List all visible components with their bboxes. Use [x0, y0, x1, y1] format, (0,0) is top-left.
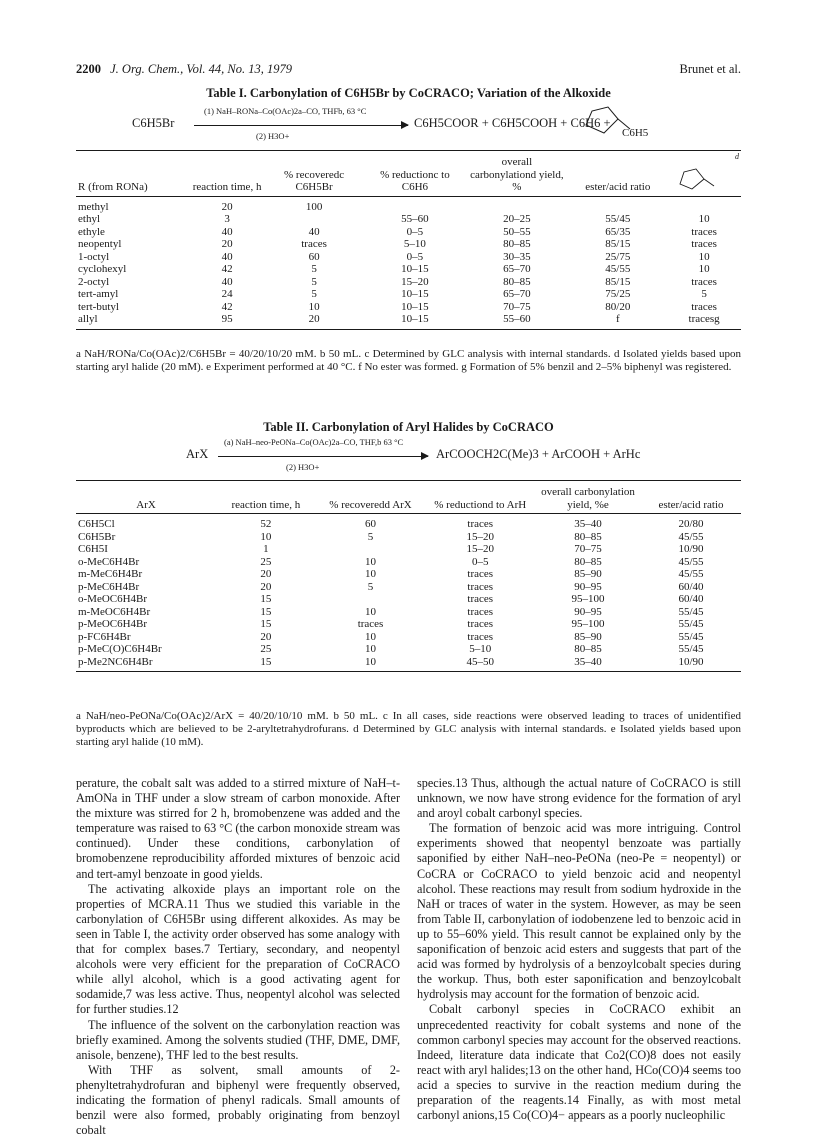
table1-cell: 10 [698, 213, 710, 225]
table2-cell: 60 [365, 518, 377, 530]
table2-cell: 60/40 [678, 580, 704, 593]
table2-cell: C6H5Br [78, 530, 116, 543]
table1-cell: 80/20 [605, 300, 631, 313]
table2-row [76, 631, 741, 644]
table2-cell: C6H5Cl [78, 518, 115, 530]
table1-cell: 1-octyl [78, 250, 110, 263]
left-paragraph: perature, the cobalt salt was added to a stirred mixture of NaH–t-AmONa in THF under a slow stream of carbon monoxide. After the mixture was stirred for 2 h, bromobenzene was added and the temperature was raised to 63 °C (the carbon monoxide stream was continued). Under these conditions, carbonylation of bromobenzene reproducibility afforded mixtures of benzoic acid and tert-amyl benzoate in good yields. [76, 776, 400, 881]
table2-scheme [76, 432, 741, 484]
running-header [76, 62, 292, 77]
table1-cell: traces [691, 275, 717, 288]
table1-cell: 3 [224, 213, 230, 225]
table2-cell: 10/90 [678, 543, 704, 555]
table2-cell: 55/45 [678, 605, 704, 618]
table2-cell: 70–75 [574, 543, 602, 555]
table2-cell: 85–90 [574, 630, 602, 643]
scheme1-products: C6H5COOR + C6H5COOH + C6H6 + [414, 116, 611, 130]
table2-cell: 35–40 [535, 656, 641, 672]
table1-header-0: R (from RONa) [76, 151, 191, 197]
table2-cell: 10 [365, 605, 377, 618]
table1-row [76, 288, 741, 301]
table2-row [76, 568, 741, 581]
scheme2-condition-top: (a) NaH–neo-PeONa–Co(OAc)2a–CO, THF,b 63 °C [224, 437, 404, 447]
table2-cell: 80–85 [574, 555, 602, 568]
table1-header-1: reaction time, h [191, 151, 264, 197]
table1-cell: 50–55 [503, 225, 531, 238]
table2-header-1: reaction time, h [216, 481, 316, 514]
table2-cell: traces [467, 568, 494, 580]
table1-cell: 20 [221, 238, 233, 250]
table1-cell: 60 [308, 250, 320, 263]
table1-cell: tert-amyl [78, 288, 119, 300]
table2-cell: 25 [260, 555, 272, 568]
table2-cell: 45–50 [425, 656, 535, 672]
reaction-arrow [194, 125, 408, 126]
table2-cell: 90–95 [574, 580, 602, 593]
table2-cell: p-FC6H4Br [78, 630, 131, 643]
table1-header-4: overall carbonylationd yield, % [465, 151, 568, 197]
table1-cell: 45/55 [605, 263, 631, 275]
left-paragraph: The influence of the solvent on the carbonylation reaction was briefly examined. Among the solvents studied (THF, DME, DMF, anisole, benzene), THF led to the best results. [76, 1017, 400, 1062]
table2-cell: 15 [260, 605, 272, 618]
table1-cell [264, 213, 365, 226]
table1-cell: 5 [311, 288, 317, 300]
table2-cell: 20 [260, 568, 272, 580]
table1-cell: 10 [698, 250, 710, 263]
table2-cell: 15–20 [466, 530, 494, 543]
table1-cell: 80–85 [503, 238, 531, 250]
table2-cell: 55/45 [678, 643, 704, 655]
table2-cell: 90–95 [574, 605, 602, 618]
table1-body [76, 196, 741, 329]
table2-header-3: % reductiond to ArH [425, 481, 535, 514]
table1-cell: 20–25 [503, 213, 531, 225]
table1-row [76, 301, 741, 314]
table1-cell [465, 196, 568, 213]
table1-cell: 24 [221, 288, 233, 300]
table1-cell: 55/45 [605, 213, 631, 225]
table2-cell: p-MeC6H4Br [78, 580, 140, 593]
table2-cell: 20/80 [678, 518, 704, 530]
table1-cell: 70–75 [503, 300, 531, 313]
table1-cell [568, 196, 667, 213]
scheme1-condition-top: (1) NaH–RONa–Co(OAc)2a–CO, THFb, 63 °C [204, 106, 367, 116]
table1-cell: ethyl [78, 213, 100, 225]
table1-cell: 0–5 [406, 250, 424, 263]
table2-cell: 1 [263, 543, 269, 555]
table2-cell: 10 [365, 630, 377, 643]
table1-header-2: % recoveredc C6H5Br [264, 151, 365, 197]
table1-row [76, 213, 741, 226]
table1-cell: 95 [191, 313, 264, 329]
body-column-left [76, 776, 400, 1138]
table1-cell: 42 [221, 300, 233, 313]
table1-row [76, 226, 741, 239]
table1-cell: traces [691, 238, 717, 250]
table2-cell: 45/55 [678, 555, 704, 568]
page-number: 2200 [76, 62, 101, 76]
table1 [76, 150, 741, 330]
table1-cell: cyclohexyl [78, 263, 127, 275]
table1-cell: 65–70 [503, 263, 531, 275]
scheme1-thf-substituent: C6H5 [622, 127, 649, 139]
table2-cell: 80–85 [574, 530, 602, 543]
table2-cell: 45/55 [678, 568, 704, 580]
scheme2-products: ArCOOCH2C(Me)3 + ArCOOH + ArHc [436, 447, 641, 461]
table2-cell: 95–100 [571, 593, 605, 605]
table1-cell: 5 [701, 288, 707, 300]
table2-cell: traces [467, 593, 494, 605]
table2-cell: 95–100 [571, 618, 605, 630]
table2-body [76, 514, 741, 672]
table2-cell: 55/45 [678, 618, 704, 630]
table1-cell: traces [691, 225, 717, 238]
table1-cell: ethyle [78, 225, 105, 238]
table1-cell: 40 [221, 250, 233, 263]
body-column-right [417, 776, 741, 1123]
table1-cell: tert-butyl [78, 300, 119, 313]
table1-cell: 100 [305, 200, 323, 213]
table1-cell: 25/75 [605, 250, 631, 263]
table2-cell: 15 [260, 593, 272, 605]
table1-cell: allyl [76, 313, 191, 329]
journal-citation: J. Org. Chem., Vol. 44, No. 13, 1979 [110, 62, 292, 76]
table2-cell: 52 [260, 518, 272, 530]
table2 [76, 480, 741, 672]
table2-cell: traces [467, 605, 494, 618]
table2-header-2: % recoveredd ArX [316, 481, 426, 514]
table1-cell: 5 [311, 275, 317, 288]
table1-cell: 75/25 [605, 288, 631, 300]
table2-title: Table II. Carbonylation of Aryl Halides by CoCRACO [263, 420, 554, 434]
table2-cell: 15 [216, 656, 316, 672]
table1-cell: 55–60 [401, 213, 429, 225]
table1-cell: 20 [264, 313, 365, 329]
table2-cell: m-MeC6H4Br [78, 568, 143, 580]
right-paragraph: species.13 Thus, although the actual nature of CoCRACO is still unknown, we now have strong evidence for the formation of aryl and aroyl cobalt carbonyl species. [417, 776, 741, 821]
table2-cell: 20 [260, 580, 272, 593]
table1-cell: 15–20 [401, 275, 429, 288]
table2-cell: p-MeC(O)C6H4Br [78, 643, 162, 655]
table1-cell: traces [691, 300, 717, 313]
table1-cell: 40 [308, 225, 320, 238]
table1-row [76, 238, 741, 251]
table1-cell: 20 [221, 200, 233, 213]
table2-cell: 15–20 [466, 543, 494, 555]
scheme2-reactant: ArX [186, 447, 209, 461]
table1-cell: 10 [308, 300, 320, 313]
table1-cell: 10 [698, 263, 710, 275]
table2-row [76, 581, 741, 594]
table1-cell: 40 [221, 275, 233, 288]
table2-cell: 25 [260, 643, 272, 655]
table1-cell [365, 196, 466, 213]
table2-footnote: a NaH/neo-PeONa/Co(OAc)2/ArX = 40/20/10/10 mM. b 50 mL. c In all cases, side reactions were observed leading to traces of unidentified byproducts which are believed to be 2-aryltetrahydrofurans. d Determined by GLC analysis with internal standards. e Isolated yields based upon starting aryl halide (10 mM). [76, 710, 741, 748]
table2-cell: C6H5I [78, 543, 108, 555]
table1-cell: 10–15 [365, 313, 466, 329]
table2-cell [316, 593, 426, 606]
scheme2-condition-bottom: (2) H3O+ [286, 462, 320, 472]
table2-cell: o-MeOC6H4Br [78, 593, 148, 605]
table1-cell: 65–70 [503, 288, 531, 300]
table1-row [76, 276, 741, 289]
table1-cell [667, 196, 741, 213]
table1-row [76, 263, 741, 276]
table1-cell: 2-octyl [78, 275, 110, 288]
table1-cell: 40 [221, 225, 233, 238]
table2-cell: p-MeOC6H4Br [78, 618, 148, 630]
table1-cell: 0–5 [406, 225, 424, 238]
table1-cell: 30–35 [503, 250, 531, 263]
table1-cell: 85/15 [605, 275, 631, 288]
table2-cell: 5–10 [469, 643, 492, 655]
table2-cell: 35–40 [574, 518, 602, 530]
right-paragraph: The formation of benzoic acid was more intriguing. Control experiments showed that neopentyl benzoate was partially saponified by either NaH–neo-PeONa (neo-Pe = neopentyl) or CoCRA or CoCRACO to yield benzoic acid and neopentyl alcohol. These reactions may result from sodium hydroxide in the NaH or traces of water in the system. However, as may be seen from Table II, carbonylation of iodobenzene led to benzoic acid in up to 55–60% yield. This result cannot be explained only by the saponification of benzoic acid esters and suggests that part of the acid was formed by hydrolysis of a benzoylcobalt species during the workup. Thus, both ester saponification and benzoylcobalt hydrolysis may account for the formation of benzoic acid. [417, 821, 741, 1002]
scheme1-condition-bottom: (2) H3O+ [256, 131, 290, 141]
table2-cell: o-MeC6H4Br [78, 555, 140, 568]
table1-cell: methyl [78, 200, 109, 213]
table1-footnote: a NaH/RONa/Co(OAc)2/C6H5Br = 40/20/10/20 mM. b 50 mL. c Determined by GLC analysis with internal standards. d Isolated yields based upon starting aryl halide (20 mM). e Experiment performed at 40 °C. f No ester was formed. g Formation of 5% benzil and 2–5% biphenyl was registered. [76, 348, 741, 373]
table1-header-6-footnote: d [735, 152, 739, 161]
table2-cell: 15 [260, 618, 272, 630]
left-paragraph: With THF as solvent, small amounts of 2-phenyltetrahydrofuran and biphenyl were frequently observed, indicating the formation of phenyl radicals. Small amounts of benzil were also formed, probably originating from benzoyl cobalt [76, 1062, 400, 1138]
table2-cell: m-MeOC6H4Br [78, 605, 151, 618]
table1-cell: tracesg [667, 313, 741, 329]
table1-row [76, 313, 741, 329]
table2-header-4: overall carbonylation yield, %e [535, 481, 641, 514]
table2-cell: traces [357, 618, 384, 630]
table2-cell: traces [467, 580, 494, 593]
table1-cell: 85/15 [605, 238, 631, 250]
table2-row [76, 593, 741, 606]
table1-cell: 65/35 [605, 225, 631, 238]
table2-cell: 85–90 [574, 568, 602, 580]
scheme1-reactant: C6H5Br [132, 116, 175, 130]
table2-cell: traces [467, 618, 494, 630]
table1-cell: f [568, 313, 667, 329]
table2-row [76, 643, 741, 656]
table1-header-6 [667, 151, 741, 197]
table1-scheme [76, 101, 741, 153]
table2-cell: 0–5 [471, 555, 489, 568]
table1-cell: 42 [221, 263, 233, 275]
table2-cell: 5 [367, 580, 374, 593]
table2-cell: 10/90 [641, 656, 741, 672]
tetrahydrofuran-ring-icon [674, 164, 734, 194]
table2-row [76, 606, 741, 619]
table1-cell: 10–15 [401, 300, 429, 313]
table2-cell: 20 [260, 630, 272, 643]
table2-cell: 5 [367, 530, 374, 543]
table2-header-5: ester/acid ratio [641, 481, 741, 514]
table2-cell: 80–85 [574, 643, 602, 655]
table1-cell: 5–10 [403, 238, 426, 250]
table2-cell: 10 [365, 555, 377, 568]
table2-row [76, 543, 741, 556]
table2-cell: 10 [316, 656, 426, 672]
table1-header-5: ester/acid ratio [568, 151, 667, 197]
table2-cell: 60/40 [678, 593, 704, 605]
table2-cell: 10 [260, 530, 272, 543]
table2-cell: traces [467, 630, 494, 643]
table2-row [76, 618, 741, 631]
table1-header-3: % reductionc to C6H6 [365, 151, 466, 197]
table1-title: Table I. Carbonylation of C6H5Br by CoCRACO; Variation of the Alkoxide [206, 86, 611, 100]
table2-header-0: ArX [76, 481, 216, 514]
table2-row [76, 556, 741, 569]
table2-row [76, 531, 741, 544]
table2-cell: 10 [365, 568, 377, 580]
left-paragraph: The activating alkoxide plays an important role on the properties of MCRA.11 Thus we studied this variable in the carbonylation of C6H5Br using different alkoxides. As may be seen in Table I, the activity order observed has some analogy with that for complex bases.7 Tertiary, secondary, and neopentyl alcohols were very efficient for the preparation of CoCRACO while allyl alcohol, which is a good activating agent for sodamide,7 was less active. Thus, neopentyl alcohol was selected for further studies.12 [76, 881, 400, 1017]
table1-cell: 80–85 [503, 275, 531, 288]
table2-row [76, 656, 741, 672]
reaction-arrow [218, 456, 428, 457]
table2-cell: traces [467, 518, 494, 530]
table2-cell [316, 543, 426, 556]
table1-row [76, 251, 741, 264]
table2-cell: 10 [365, 643, 377, 655]
table1-cell: 55–60 [465, 313, 568, 329]
table1-cell: traces [301, 238, 327, 250]
table2-cell: 55/45 [678, 630, 704, 643]
authors: Brunet et al. [679, 62, 741, 76]
table1-cell: neopentyl [78, 238, 122, 250]
table1-row [76, 196, 741, 213]
table1-cell: 5 [311, 263, 317, 275]
table2-row [76, 514, 741, 531]
table2-cell: p-Me2NC6H4Br [76, 656, 216, 672]
table1-cell: 10–15 [401, 263, 429, 275]
table1-cell: 10–15 [401, 288, 429, 300]
table2-cell: 45/55 [678, 530, 704, 543]
right-paragraph: Cobalt carbonyl species in CoCRACO exhibit an unprecedented reactivity for cobalt systems and none of the common carbonyl species may account for the observed reactions. Indeed, literature data indicate that Co2(CO)8 does not easily react with aryl halides;13 on the other hand, HCo(CO)4 seems too acid a species to survive in the reaction medium during the preparation of the reagents.14 Finally, as with most metal carbonyl anions,15 Co(CO)4− appears as a poorly nucleophilic [417, 1002, 741, 1123]
